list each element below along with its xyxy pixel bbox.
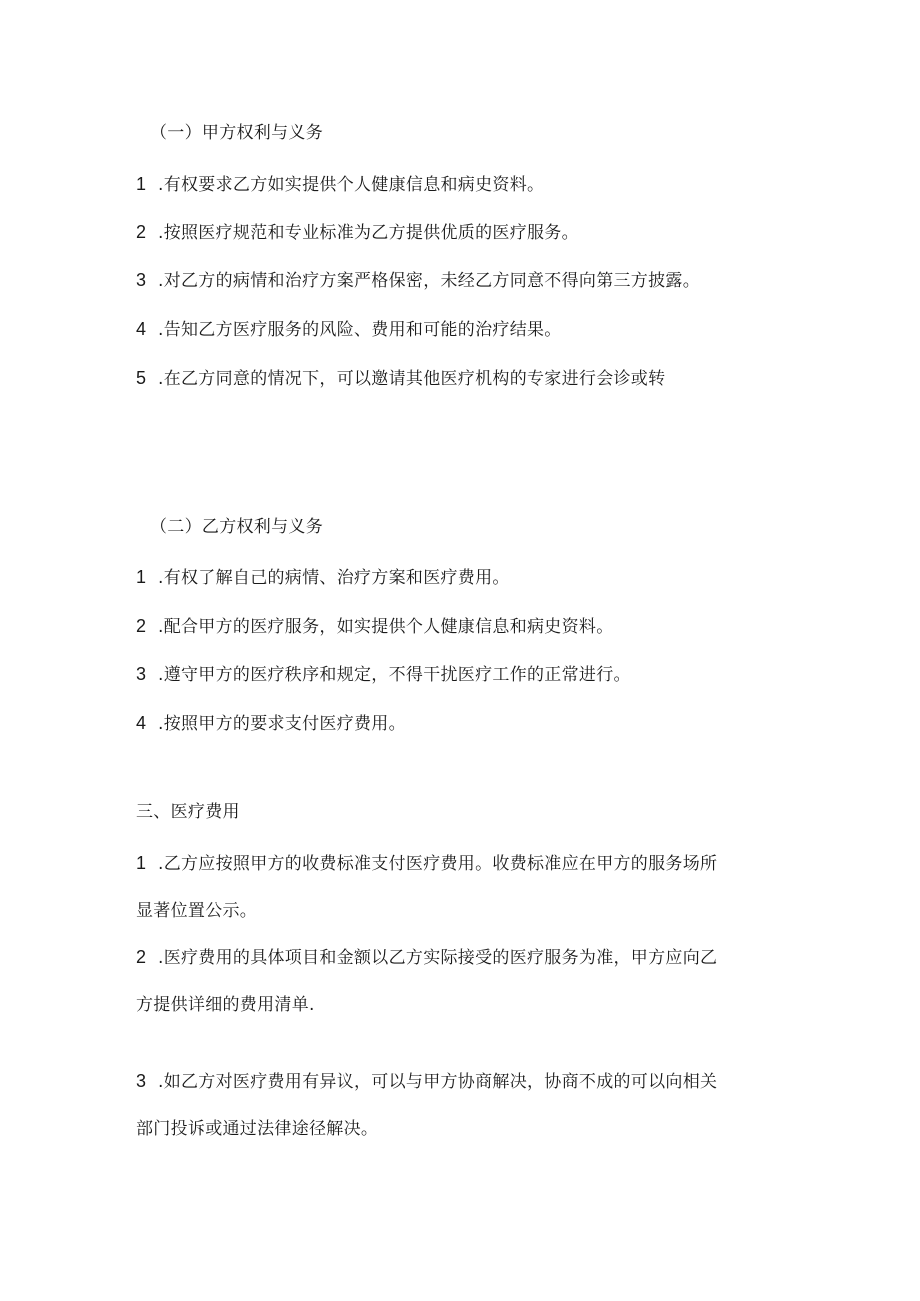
item-text: .按照医疗规范和专业标准为乙方提供优质的医疗服务。 (158, 223, 579, 243)
item-number: 2 (136, 222, 147, 242)
item-number: 2 (136, 616, 147, 636)
list-item (136, 220, 579, 245)
item-text: .乙方应按照甲方的收费标准支付医疗费用。收费标准应在甲方的服务场所 (158, 854, 718, 874)
section-heading-party-b: （二）乙方权利与义务 (150, 517, 323, 537)
list-item-continuation: 方提供详细的费用清单. (136, 995, 315, 1015)
item-number: 4 (136, 319, 147, 339)
item-text: .配合甲方的医疗服务，如实提供个人健康信息和病史资料。 (158, 617, 614, 637)
list-item (136, 662, 631, 687)
item-text: .遵守甲方的医疗秩序和规定，不得干扰医疗工作的正常进行。 (158, 665, 631, 685)
item-number: 3 (136, 664, 147, 684)
item-text: .医疗费用的具体项目和金额以乙方实际接受的医疗服务为准，甲方应向乙 (158, 948, 718, 968)
item-number: 3 (136, 1071, 147, 1091)
item-text: .告知乙方医疗服务的风险、费用和可能的治疗结果。 (158, 320, 562, 340)
item-text: .对乙方的病情和治疗方案严格保密，未经乙方同意不得向第三方披露。 (158, 271, 701, 291)
list-item (136, 614, 614, 639)
list-item (136, 711, 406, 736)
item-text: .有权了解自己的病情、治疗方案和医疗费用。 (158, 568, 510, 588)
list-item (136, 172, 544, 197)
list-item (136, 366, 665, 391)
item-number: 5 (136, 368, 147, 388)
item-number: 4 (136, 713, 147, 733)
item-text: .按照甲方的要求支付医疗费用。 (158, 714, 406, 734)
list-item-continuation: 部门投诉或通过法律途径解决。 (136, 1119, 379, 1139)
list-item (136, 565, 510, 590)
item-text: .如乙方对医疗费用有异议，可以与甲方协商解决，协商不成的可以向相关 (158, 1072, 718, 1092)
item-number: 1 (136, 853, 147, 873)
list-item-continuation: 显著位置公示。 (136, 901, 258, 921)
item-number: 1 (136, 174, 147, 194)
list-item (136, 317, 562, 342)
item-text: .有权要求乙方如实提供个人健康信息和病史资料。 (158, 175, 545, 195)
section-heading-party-a: （一）甲方权利与义务 (150, 123, 323, 143)
list-item (136, 945, 717, 970)
item-number: 2 (136, 947, 147, 967)
item-number: 3 (136, 270, 147, 290)
list-item (136, 268, 700, 293)
item-number: 1 (136, 567, 147, 587)
list-item (136, 851, 717, 876)
item-text: .在乙方同意的情况下，可以邀请其他医疗机构的专家进行会诊或转 (158, 369, 666, 389)
section-heading-medical-fees: 三、医疗费用 (136, 802, 240, 822)
list-item (136, 1069, 717, 1094)
